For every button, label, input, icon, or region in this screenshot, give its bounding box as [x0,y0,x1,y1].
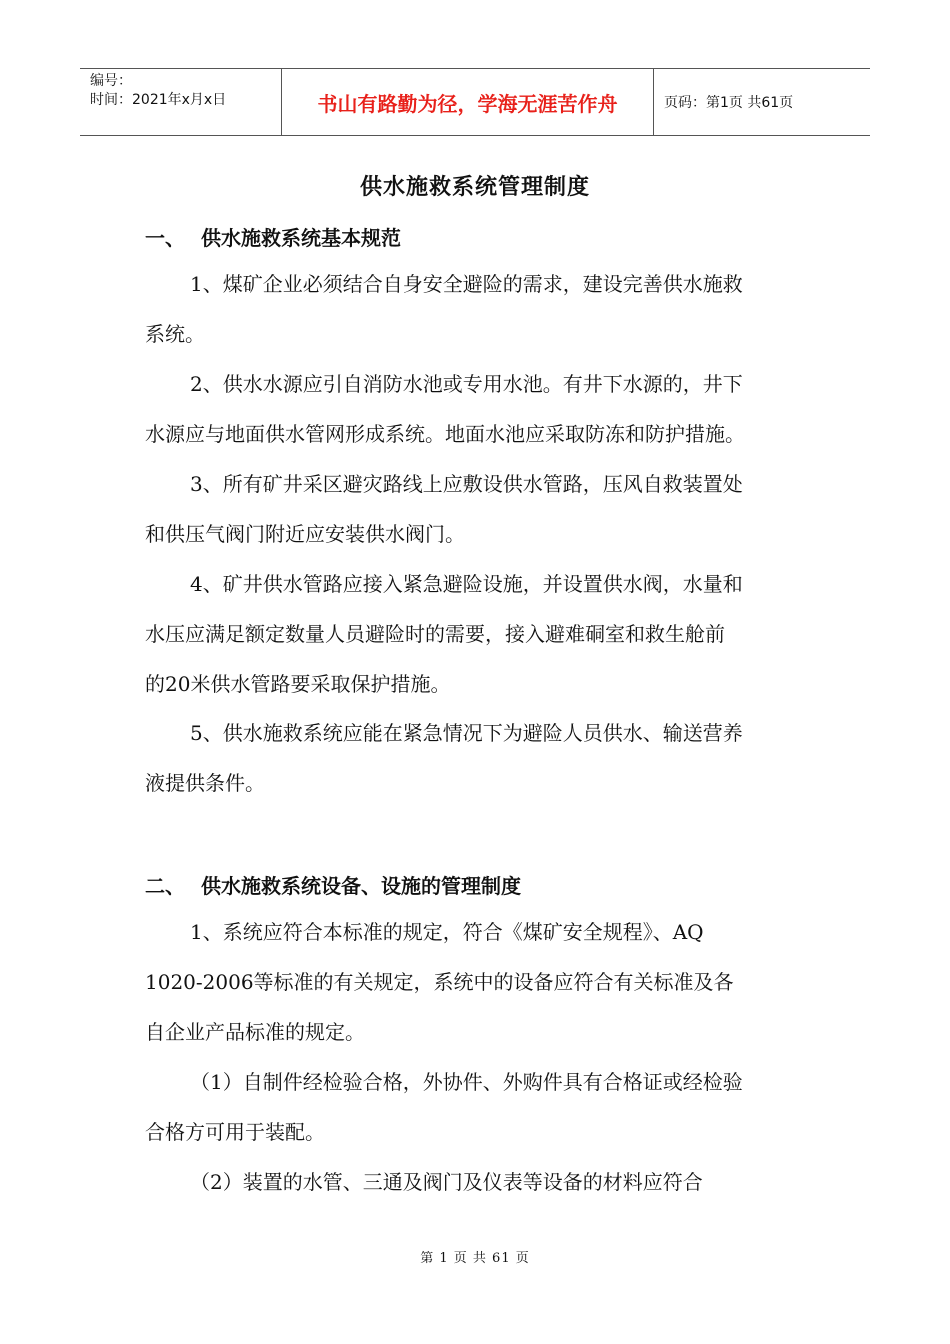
paragraph-line: 和供压气阀门附近应安装供水阀门。 [145,522,465,546]
page-header-table [80,68,870,136]
paragraph-line: 2、供水水源应引自消防水池或专用水池。有井下水源的，井下 [190,372,743,396]
section-number-1: 一、 [145,226,185,250]
section-heading-2 [145,870,521,899]
section-number-2: 二、 [145,874,185,898]
paragraph-line: 液提供条件。 [145,771,265,795]
paragraph-line: 水压应满足额定数量人员避险时的需要，接入避难硐室和救生舱前 [145,622,725,646]
paragraph-line: 合格方可用于装配。 [145,1120,325,1144]
paragraph-1-5 [145,708,805,808]
paragraph-line: 4、矿井供水管路应接入紧急避险设施，并设置供水阀，水量和 [190,572,743,596]
header-meta-cell [80,69,282,135]
date-label: 时间：2021年x月x日 [90,92,227,108]
paragraph-line: 的20米供水管路要采取保护措施。 [145,672,451,696]
header-motto: 书山有路勤为径，学海无涯苦作舟 [282,69,654,135]
paragraph-line: （2）装置的水管、三通及阀门及仪表等设备的材料应符合 [190,1170,703,1194]
paragraph-1-3 [145,459,805,559]
section-title-1: 供水施救系统基本规范 [201,226,401,250]
paragraph-line: 5、供水施救系统应能在紧急情况下为避险人员供水、输送营养 [190,721,743,745]
section-heading-1 [145,222,401,251]
paragraph-line: 1、系统应符合本标准的规定，符合《煤矿安全规程》、AQ [190,920,704,944]
paragraph-2-2 [145,1057,805,1157]
paragraph-1-2 [145,359,805,459]
paragraph-2-1 [145,907,805,1057]
number-label: 编号： [90,73,132,89]
paragraph-line: 自企业产品标准的规定。 [145,1020,365,1044]
paragraph-2-3 [145,1157,805,1207]
header-page-info: 页码：第1页 共61页 [664,95,794,111]
paragraph-line: 3、所有矿井采区避灾路线上应敷设供水管路，压风自救装置处 [190,472,743,496]
section-title-2: 供水施救系统设备、设施的管理制度 [201,874,521,898]
paragraph-line: 系统。 [145,322,205,346]
paragraph-1-1 [145,259,805,359]
paragraph-line: 1、煤矿企业必须结合自身安全避险的需求，建设完善供水施救 [190,272,743,296]
paragraph-line: 水源应与地面供水管网形成系统。地面水池应采取防冻和防护措施。 [145,422,745,446]
document-title: 供水施救系统管理制度 [359,174,590,200]
paragraph-line: 1020-2006等标准的有关规定，系统中的设备应符合有关标准及各 [145,970,734,994]
paragraph-1-4 [145,559,805,709]
page-footer: 第 1 页 共 61 页 [420,1251,530,1266]
paragraph-line: （1）自制件经检验合格，外协件、外购件具有合格证或经检验 [190,1070,743,1094]
